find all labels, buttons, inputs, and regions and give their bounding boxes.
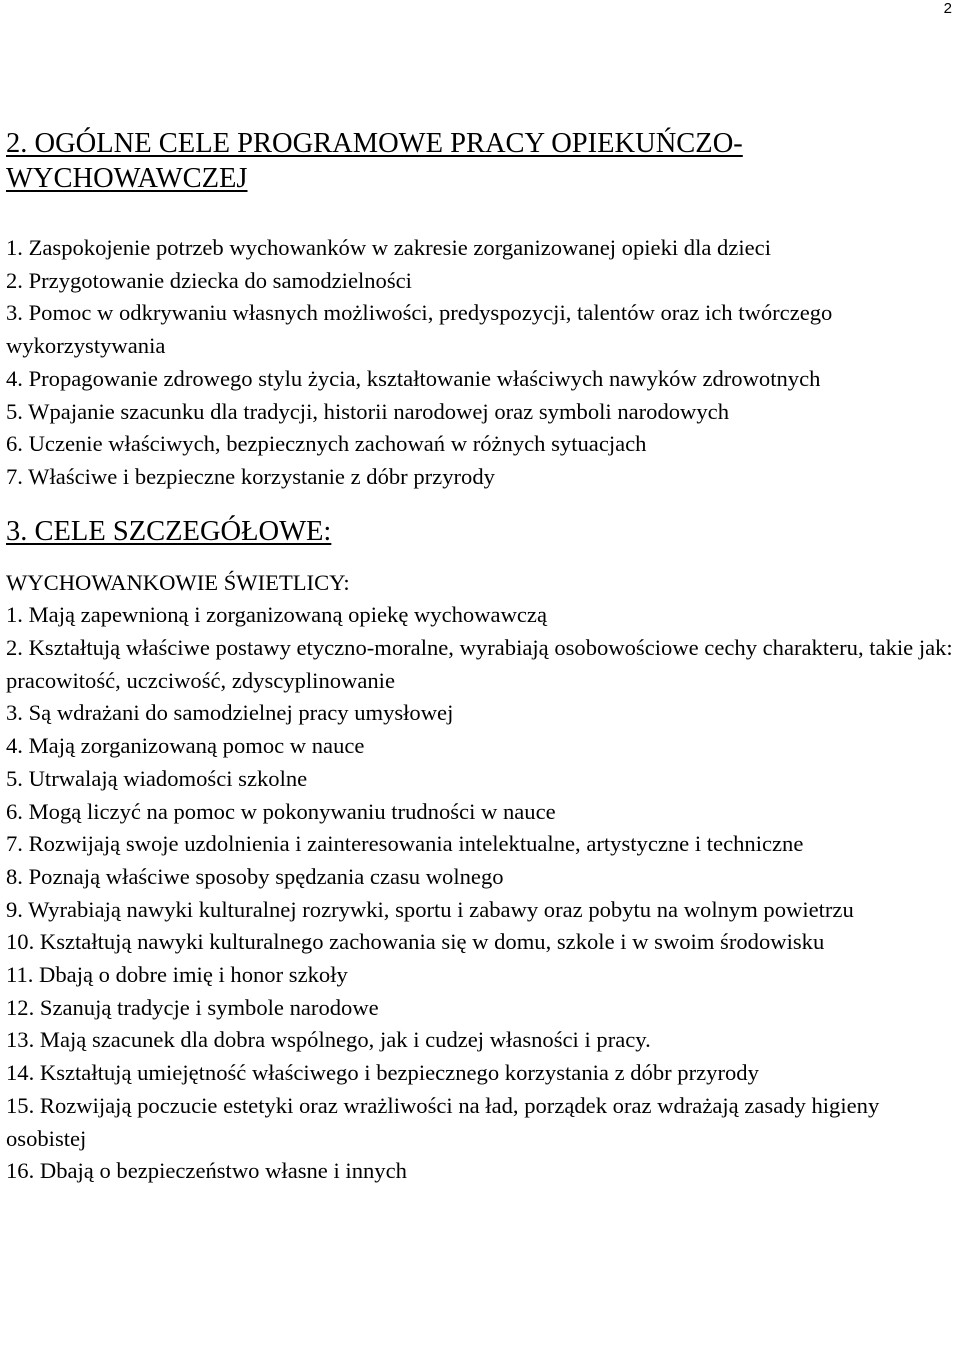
list-item: 5. Utrwalają wiadomości szkolne bbox=[6, 765, 308, 791]
list-item: 10. Kształtują nawyki kulturalnego zachowania się w domu, szkole i w swoim środowisku bbox=[6, 929, 825, 955]
list-item: 2. Przygotowanie dziecka do samodzielności bbox=[6, 267, 412, 293]
list-item: 7. Rozwijają swoje uzdolnienia i zainteresowania intelektualne, artystyczne i techniczne bbox=[6, 831, 804, 857]
list-item: 2. Kształtują właściwe postawy etyczno-moralne, wyrabiają osobowościowe cechy charakteru, takie jak: pracowitość, uczciwość, zdyscyplinowanie bbox=[6, 635, 953, 693]
list-item: 14. Kształtują umiejętność właściwego i bezpiecznego korzystania z dóbr przyrody bbox=[6, 1060, 759, 1086]
section-2-heading-line-1: 2. OGÓLNE CELE PROGRAMOWE PRACY OPIEKUŃCZO- bbox=[6, 128, 743, 159]
list-item: 12. Szanują tradycje i symbole narodowe bbox=[6, 994, 379, 1020]
list-item: 16. Dbają o bezpieczeństwo własne i innych bbox=[6, 1158, 407, 1184]
section-2-list bbox=[6, 232, 954, 494]
section-2-heading-line-2: WYCHOWAWCZEJ bbox=[6, 163, 248, 194]
list-item: 15. Rozwijają poczucie estetyki oraz wrażliwości na ład, porządek oraz wdrażają zasady higieny osobistej bbox=[6, 1092, 880, 1151]
section-3-list bbox=[6, 599, 954, 1188]
list-item: 4. Mają zorganizowaną pomoc w nauce bbox=[6, 733, 365, 759]
list-item: 5. Wpajanie szacunku dla tradycji, historii narodowej oraz symboli narodowych bbox=[6, 398, 729, 424]
list-item: 1. Zaspokojenie potrzeb wychowanków w zakresie zorganizowanej opieki dla dzieci bbox=[6, 235, 771, 260]
list-item: 3. Są wdrażani do samodzielnej pracy umysłowej bbox=[6, 700, 454, 726]
list-item: 7. Właściwe i bezpieczne korzystanie z dóbr przyrody bbox=[6, 463, 495, 489]
list-item: 4. Propagowanie zdrowego stylu życia, kształtowanie właściwych nawyków zdrowotnych bbox=[6, 365, 821, 391]
document-body bbox=[6, 126, 954, 1188]
list-item: 6. Uczenie właściwych, bezpiecznych zachowań w różnych sytuacjach bbox=[6, 431, 647, 457]
list-item: 11. Dbają o dobre imię i honor szkoły bbox=[6, 962, 348, 988]
section-2-heading bbox=[6, 126, 954, 196]
page-number: 2 bbox=[943, 0, 952, 17]
section-3-subheading: WYCHOWANKOWIE ŚWIETLICY: bbox=[6, 569, 350, 595]
list-item: 13. Mają szacunek dla dobra wspólnego, jak i cudzej własności i pracy. bbox=[6, 1027, 651, 1053]
list-item: 1. Mają zapewnioną i zorganizowaną opiekę wychowawczą bbox=[6, 602, 547, 628]
list-item: 9. Wyrabiają nawyki kulturalnej rozrywki, sportu i zabawy oraz pobytu na wolnym powietrzu bbox=[6, 896, 854, 922]
list-item: 6. Mogą liczyć na pomoc w pokonywaniu trudności w nauce bbox=[6, 798, 556, 824]
section-3-heading: 3. CELE SZCZEGÓŁOWE: bbox=[6, 515, 332, 547]
list-item: 3. Pomoc w odkrywaniu własnych możliwości, predyspozycji, talentów oraz ich twórczego wykorzystywania bbox=[6, 300, 833, 359]
list-item: 8. Poznają właściwe sposoby spędzania czasu wolnego bbox=[6, 863, 504, 889]
